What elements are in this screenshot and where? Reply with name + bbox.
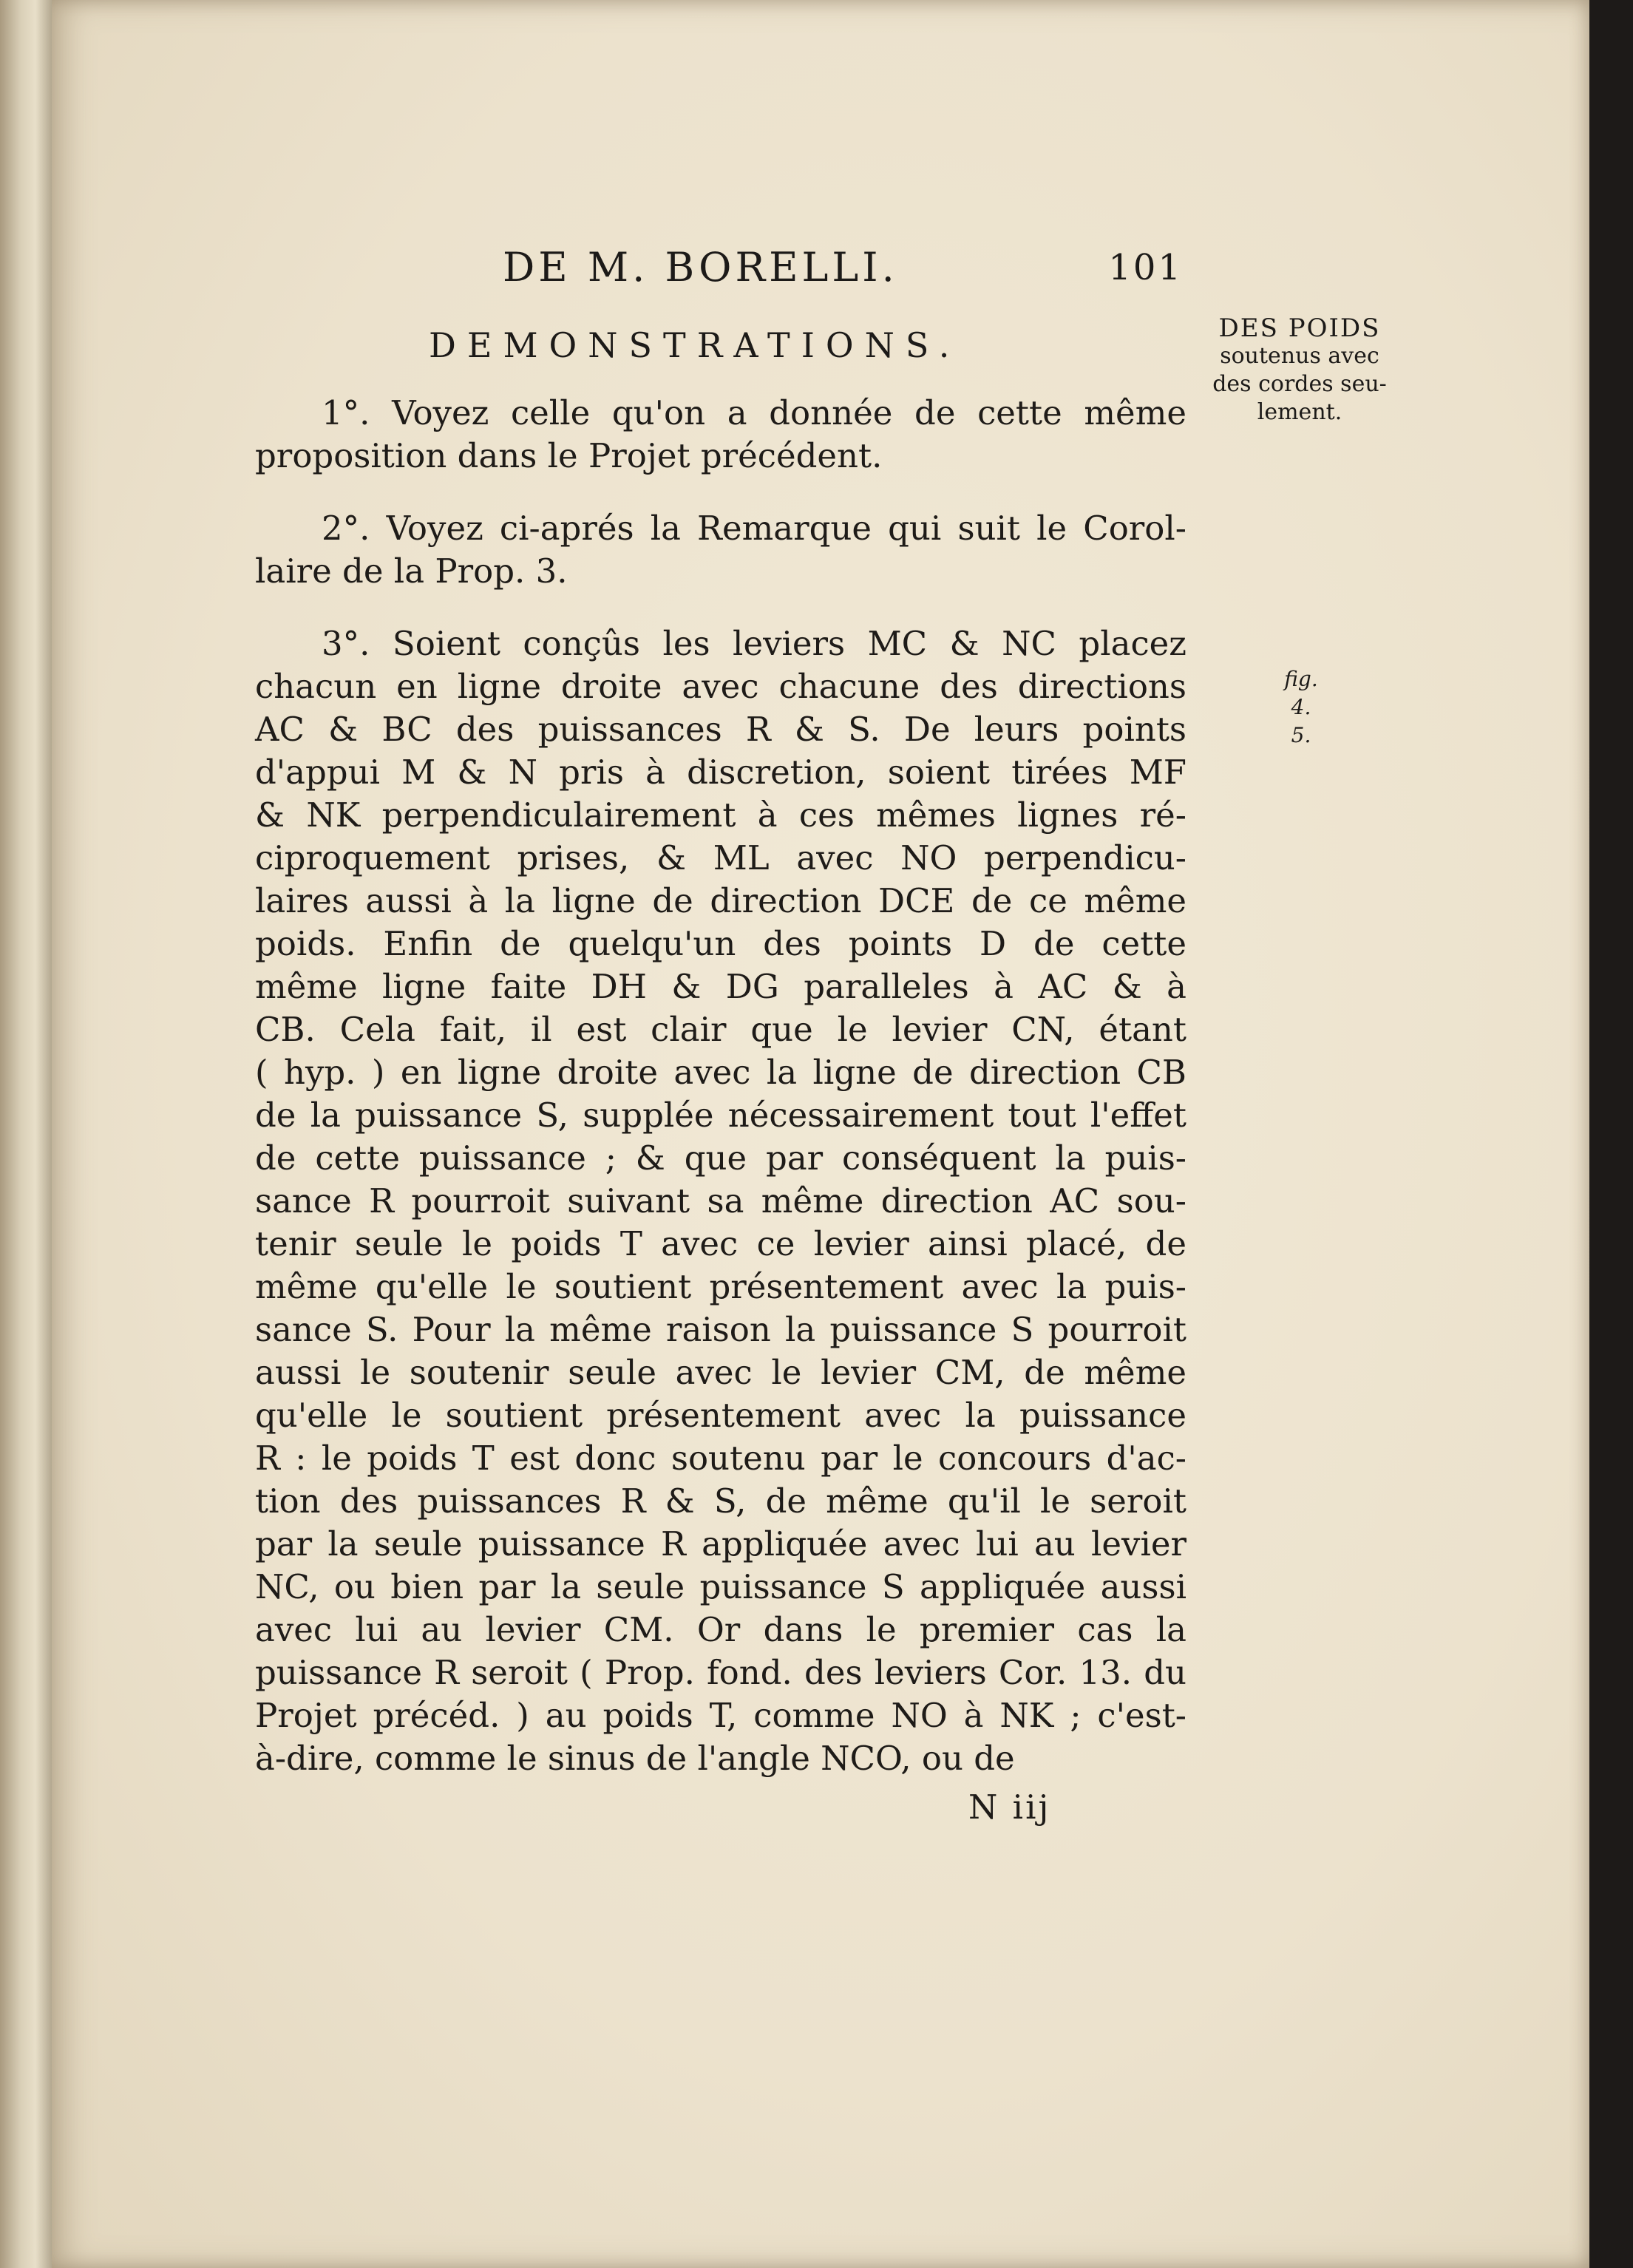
text-line: chacun en ligne droite avec chacune des directions: [255, 667, 1186, 706]
text-line: de cette puissance ; & que par conséquent la puis-: [255, 1138, 1186, 1178]
body-text: [255, 392, 1186, 1780]
text-line: par la seule puissance R appliquée avec lui au levier: [255, 1524, 1186, 1564]
margin-note: [1211, 314, 1388, 427]
text-line: R : le poids T est donc soutenu par le concours d'ac-: [255, 1439, 1186, 1478]
margin-note-line: lement.: [1257, 399, 1342, 425]
page-header: [503, 244, 1183, 303]
text-line: avec lui au levier CM. Or dans le premier cas la: [255, 1610, 1186, 1649]
margin-note-line: DES POIDS: [1218, 313, 1381, 343]
figure-reference-line: fig. 4.: [1284, 667, 1318, 719]
text-line: tion des puissances R & S, de même qu'il le seroit: [255, 1481, 1186, 1521]
text-line: 2°. Voyez ci-aprés la Remarque qui suit le Corol-: [322, 509, 1186, 548]
margin-note-line: soutenus avec: [1220, 343, 1379, 369]
text-line: NC, ou bien par la seule puissance S appliquée aussi: [255, 1567, 1186, 1606]
text-line: qu'elle le soutient présentement avec la puissance: [255, 1396, 1186, 1435]
text-line: même ligne faite DH & DG paralleles à AC & à: [255, 967, 1186, 1006]
page-number: 101: [1108, 247, 1183, 288]
text-line: 1°. Voyez celle qu'on a donnée de cette même: [322, 393, 1186, 432]
catchword-signature: N iij: [968, 1787, 1051, 1827]
text-line: laire de la Prop. 3.: [255, 551, 568, 591]
text-line: 3°. Soient conçûs les leviers MC & NC placez: [322, 624, 1186, 663]
text-line: ( hyp. ) en ligne droite avec la ligne de direction CB: [255, 1053, 1186, 1092]
text-line: Projet précéd. ) au poids T, comme NO à NK ; c'est-: [255, 1696, 1186, 1735]
margin-note-line: des cordes seu-: [1212, 371, 1387, 397]
text-line: & NK perpendiculairement à ces mêmes lignes ré-: [255, 795, 1186, 835]
text-line: à-dire, comme le sinus de l'angle NCO, ou de: [255, 1739, 1015, 1778]
text-line: ciproquement prises, & ML avec NO perpendicu-: [255, 838, 1186, 877]
text-line: proposition dans le Projet précédent.: [255, 436, 883, 475]
text-line: sance S. Pour la même raison la puissance S pourroit: [255, 1310, 1186, 1349]
text-line: AC & BC des puissances R & S. De leurs points: [255, 710, 1186, 749]
text-line: d'appui M & N pris à discretion, soient tirées MF: [255, 753, 1186, 792]
section-heading: DEMONSTRATIONS.: [429, 325, 961, 365]
figure-reference: [1272, 665, 1331, 750]
text-line: même qu'elle le soutient présentement avec la puis-: [255, 1267, 1186, 1306]
facing-page-edge: [0, 0, 59, 2268]
text-line: puissance R seroit ( Prop. fond. des leviers Cor. 13. du: [255, 1653, 1186, 1692]
text-line: poids. Enfin de quelqu'un des points D de cette: [255, 924, 1186, 963]
text-line: aussi le soutenir seule avec le levier CM, de même: [255, 1353, 1186, 1392]
text-line: sance R pourroit suivant sa même direction AC sou-: [255, 1181, 1186, 1220]
text-line: laires aussi à la ligne de direction DCE de ce même: [255, 881, 1186, 920]
text-line: tenir seule le poids T avec ce levier ainsi placé, de: [255, 1224, 1186, 1263]
paragraph-1: [255, 392, 1186, 478]
text-line: de la puissance S, supplée nécessairement tout l'effet: [255, 1096, 1186, 1135]
running-title: DE M. BORELLI.: [503, 244, 898, 291]
paragraph-2: [255, 507, 1186, 593]
figure-reference-line: 5.: [1291, 723, 1311, 747]
text-line: CB. Cela fait, il est clair que le levier CN, étant: [255, 1010, 1186, 1049]
paragraph-3: [255, 622, 1186, 1780]
